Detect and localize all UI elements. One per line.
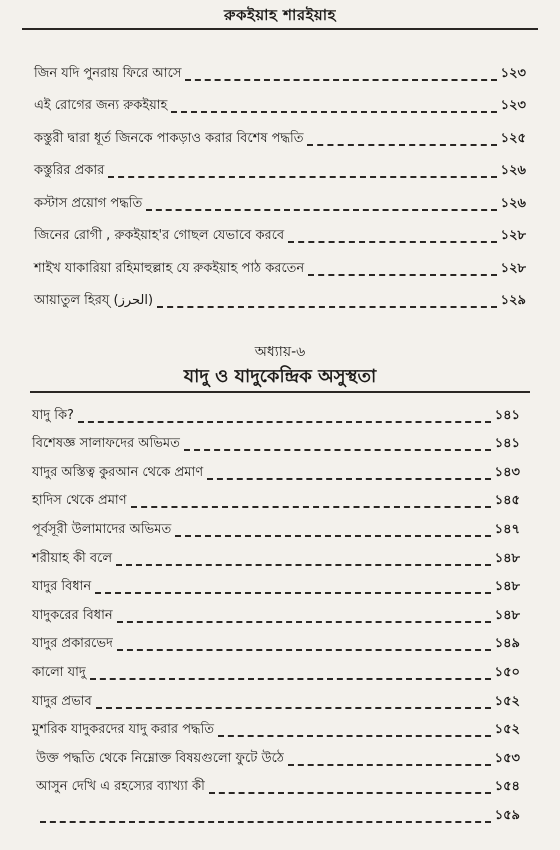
toc-entry	[0, 398, 560, 427]
toc-entry-page: ১৫৩	[494, 750, 520, 766]
toc-entry-title: যাদুর প্রভাব	[32, 693, 92, 709]
dot-leader	[90, 678, 491, 680]
toc-entry-title: জিন যদি পুনরায় ফিরে আসে	[34, 65, 182, 81]
toc-entry-title: এই রোগের জন্য রুকইয়াহ	[34, 98, 168, 113]
dot-leader	[116, 564, 491, 566]
toc-entry-page: ১৪৩	[494, 464, 520, 480]
dot-leader	[288, 764, 491, 766]
dot-leader	[95, 592, 491, 594]
dot-leader	[131, 506, 491, 508]
toc-entry-page: ১৪৮	[494, 607, 520, 623]
toc-entry-page: ১৪৮	[494, 550, 520, 566]
toc-entry-page: ১২৩	[500, 65, 526, 81]
toc-entry	[0, 627, 560, 656]
toc-entry-title: মুশরিক যাদুকরদের যাদু করার পদ্ধতি	[32, 722, 215, 738]
toc-entry-title: যাদু কি?	[32, 407, 74, 423]
dot-leader	[175, 535, 490, 537]
toc-entry-title: কস্তুরির প্রকার	[34, 163, 105, 178]
toc-entry-page: ১২৩	[500, 98, 526, 113]
toc-entry	[0, 150, 560, 183]
dot-leader	[218, 735, 491, 737]
toc-entry-title: যাদুর প্রকারভেদ	[32, 636, 113, 652]
toc-entry-title: যাদুকরের বিধান	[32, 607, 113, 623]
toc-entry-title: আসুন দেখি এ রহস্যের ব্যাখ্যা কী	[36, 779, 205, 795]
toc-entry-title: আয়াতুল হিরয্‌ (الحرز)	[34, 293, 154, 308]
toc-entry	[0, 215, 560, 248]
dot-leader	[146, 209, 496, 211]
toc-entry-page: ১৫৯	[494, 807, 520, 823]
toc-entry-page: ১২৮	[500, 260, 526, 276]
toc-entry	[0, 798, 560, 827]
toc-entry-page: ১৪১	[494, 407, 520, 423]
dot-leader	[185, 79, 496, 81]
dot-leader	[117, 649, 491, 651]
dot-leader	[207, 478, 491, 480]
toc-entry	[0, 512, 560, 541]
toc-entry-title: যাদুর বিধান	[32, 579, 92, 595]
toc-entry-title: কস্তুরী দ্বারা ধূর্ত জিনকে পাকড়াও করার বিশেষ পদ্ধতি	[34, 130, 304, 146]
dot-leader	[40, 821, 491, 823]
toc-entry	[0, 280, 560, 313]
dot-leader	[307, 144, 496, 146]
dot-leader	[108, 176, 496, 178]
toc-entry-title: পূর্বসূরী উলামাদের অভিমত	[32, 521, 172, 537]
dot-leader	[78, 421, 491, 423]
toc-entry-page: ১২৬	[500, 195, 526, 211]
toc-entry	[0, 541, 560, 570]
toc-entry-title: উক্ত পদ্ধতি থেকে নিম্নোক্ত বিষয়গুলো ফুটে উঠে	[36, 750, 284, 766]
dot-leader	[184, 449, 491, 451]
toc-entry-title: হাদিস থেকে প্রমাণ	[32, 493, 127, 509]
toc-entry-page: ১২৬	[500, 163, 526, 178]
toc-entry-page: ১২৯	[500, 293, 526, 308]
toc-entry	[0, 182, 560, 215]
toc-entry	[0, 713, 560, 742]
toc-section-two	[0, 398, 560, 827]
toc-entry-title: কস্টাস প্রয়োগ পদ্ধতি	[34, 195, 143, 211]
toc-entry-page: ১২৫	[500, 130, 526, 146]
toc-entry-title: জিনের রোগী , রুকইয়াহ'র গোছল যেভাবে করবে	[34, 228, 285, 243]
chapter-label: অধ্যায়-৬	[254, 344, 306, 360]
toc-entry-page: ১৪৯	[494, 636, 520, 652]
toc-entry-page: ১৪৮	[494, 579, 520, 595]
toc-entry-page: ১৫২	[494, 693, 520, 709]
toc-entry	[0, 117, 560, 150]
running-header: রুকইয়াহ শারইয়াহ	[224, 6, 336, 24]
toc-entry-title: কালো যাদু	[32, 664, 86, 680]
toc-entry	[0, 741, 560, 770]
toc-entry-page: ১৪৭	[494, 521, 520, 537]
dot-leader	[308, 274, 496, 276]
toc-entry-page: ১৫৪	[494, 779, 520, 795]
toc-entry	[0, 427, 560, 456]
chapter-rule	[30, 391, 530, 393]
toc-entry	[0, 684, 560, 713]
toc-entry-page: ১৪১	[494, 436, 520, 452]
toc-entry	[0, 570, 560, 599]
toc-entry-title: বিশেষজ্ঞ সালাফদের অভিমত	[32, 436, 180, 452]
toc-entry-page: ১২৮	[500, 228, 526, 243]
toc-entry	[0, 85, 560, 118]
dot-leader	[171, 111, 496, 113]
toc-entry	[0, 770, 560, 799]
toc-entry	[0, 247, 560, 280]
toc-entry	[0, 52, 560, 85]
chapter-title: যাদু ও যাদুকেন্দ্রিক অসুস্থতা	[183, 366, 377, 387]
toc-entry-page: ১৫২	[494, 722, 520, 738]
toc-entry-title: শাইখ যাকারিয়া রহিমাহুল্লাহ যে রুকইয়াহ পাঠ করতেন	[34, 260, 305, 276]
dot-leader	[117, 621, 491, 623]
dot-leader	[96, 707, 491, 709]
dot-leader	[288, 241, 497, 243]
dot-leader	[157, 306, 497, 308]
dot-leader	[209, 792, 491, 794]
toc-entry	[0, 484, 560, 513]
toc-entry	[0, 598, 560, 627]
toc-entry-page: ১৫০	[494, 664, 520, 680]
toc-entry	[0, 655, 560, 684]
toc-section-one	[0, 52, 560, 312]
toc-entry-page: ১৪৫	[494, 493, 520, 509]
toc-entry	[0, 455, 560, 484]
toc-entry-title: শরীয়াহ কী বলে	[32, 550, 113, 566]
toc-entry-title: যাদুর অস্তিত্ব কুরআন থেকে প্রমাণ	[32, 464, 204, 480]
header-rule	[22, 28, 538, 30]
